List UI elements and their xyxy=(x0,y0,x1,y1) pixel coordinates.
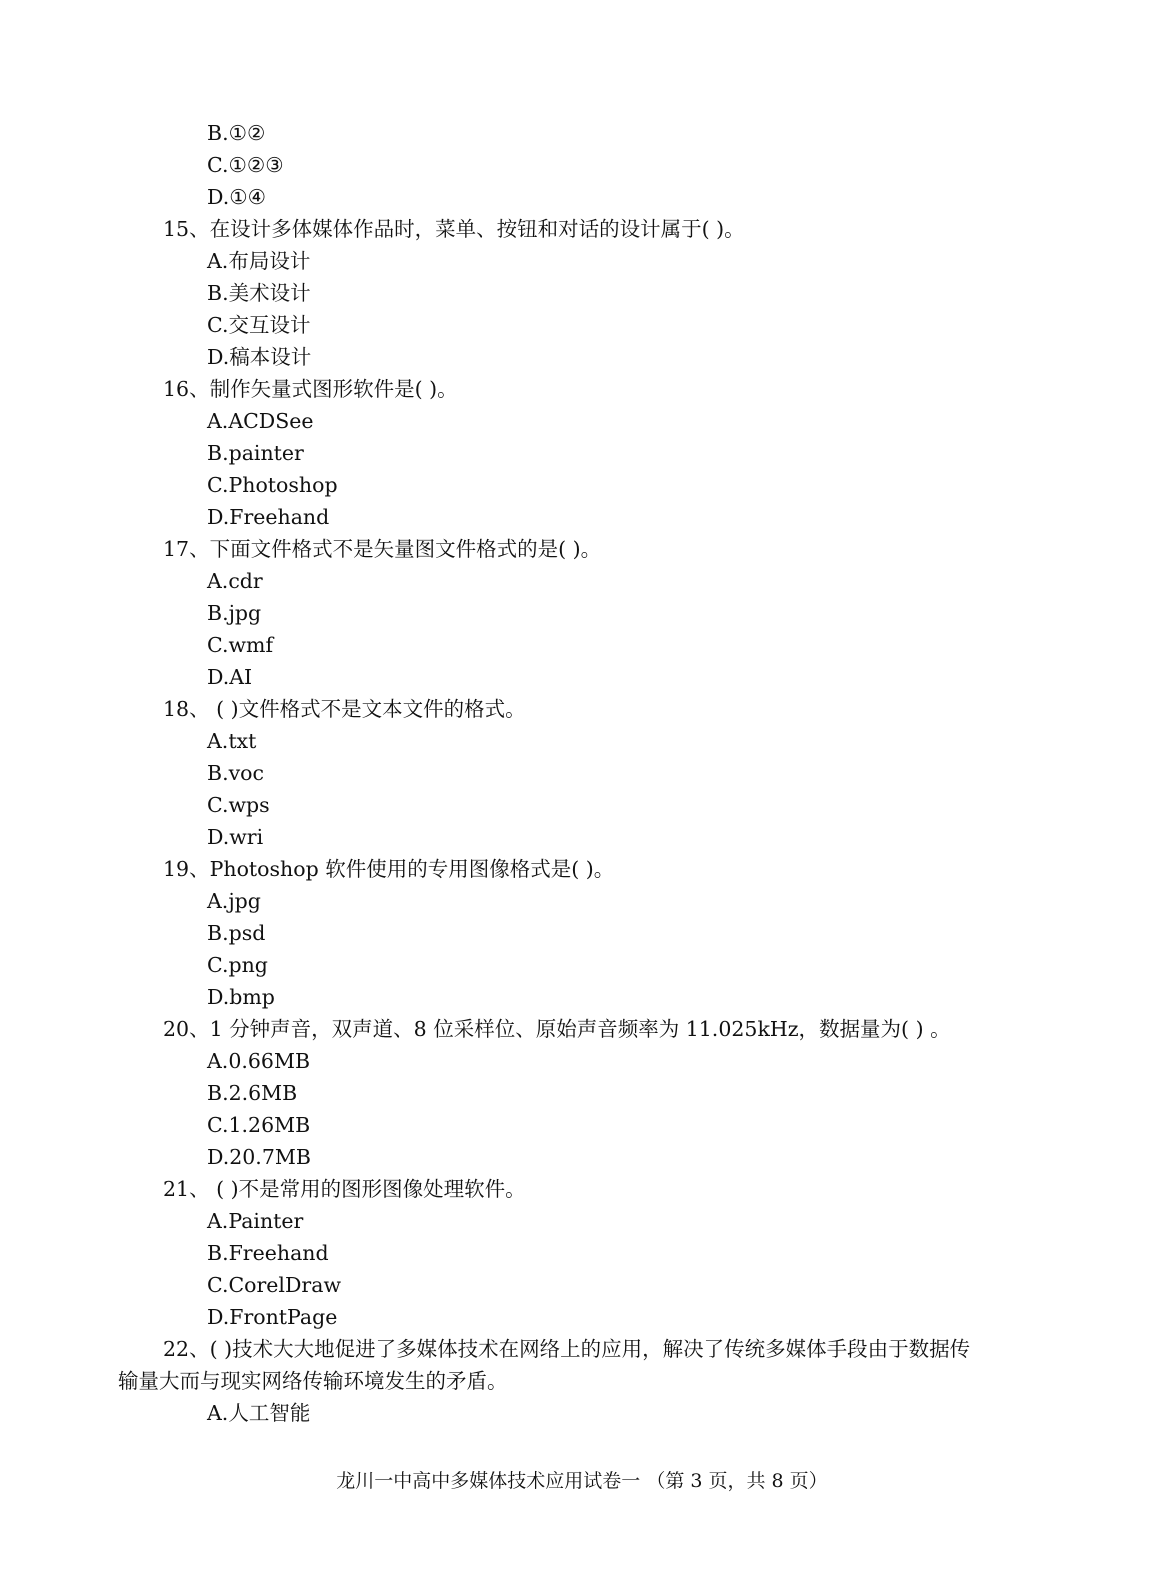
q20-option-a: A.0.66MB xyxy=(207,1049,311,1073)
question-22-continued: 输量大而与现实网络传输环境发生的矛盾。 xyxy=(118,1369,508,1393)
q15-option-a: A.布局设计 xyxy=(207,249,311,273)
q17-option-d: D.AI xyxy=(207,665,253,689)
question-15: 15、在设计多体媒体作品时，菜单、按钮和对话的设计属于( )。 xyxy=(163,217,745,241)
question-17: 17、下面文件格式不是矢量图文件格式的是( )。 xyxy=(163,537,602,561)
q21-option-b: B.Freehand xyxy=(207,1241,329,1265)
q17-option-b: B.jpg xyxy=(207,601,262,625)
q14-option-b: B.①② xyxy=(207,121,266,145)
q19-option-c: C.png xyxy=(207,953,268,977)
q14-option-d: D.①④ xyxy=(207,185,266,209)
q15-option-c: C.交互设计 xyxy=(207,313,311,337)
q19-option-d: D.bmp xyxy=(207,985,275,1009)
q20-option-d: D.20.7MB xyxy=(207,1145,311,1169)
q21-option-d: D.FrontPage xyxy=(207,1305,338,1329)
question-16: 16、制作矢量式图形软件是( )。 xyxy=(163,377,458,401)
q15-option-d: D.稿本设计 xyxy=(207,345,312,369)
q17-option-c: C.wmf xyxy=(207,633,274,657)
q16-option-a: A.ACDSee xyxy=(207,409,314,433)
question-20: 20、1 分钟声音，双声道、8 位采样位、原始声音频率为 11.025kHz，数据量为( ) 。 xyxy=(163,1017,951,1041)
q18-option-b: B.voc xyxy=(207,761,264,785)
q15-option-b: B.美术设计 xyxy=(207,281,311,305)
q16-option-b: B.painter xyxy=(207,441,304,465)
q20-option-c: C.1.26MB xyxy=(207,1113,311,1137)
q17-option-a: A.cdr xyxy=(207,569,263,593)
question-22: 22、( )技术大大地促进了多媒体技术在网络上的应用，解决了传统多媒体手段由于数据传 xyxy=(163,1337,971,1361)
q16-option-c: C.Photoshop xyxy=(207,473,338,497)
q19-option-b: B.psd xyxy=(207,921,266,945)
page-footer: 龙川一中高中多媒体技术应用试卷一 （第 3 页，共 8 页） xyxy=(336,1470,828,1492)
q18-option-d: D.wri xyxy=(207,825,264,849)
question-21: 21、 ( )不是常用的图形图像处理软件。 xyxy=(163,1177,526,1201)
q14-option-c: C.①②③ xyxy=(207,153,284,177)
question-18: 18、 ( )文件格式不是文本文件的格式。 xyxy=(163,697,526,721)
q18-option-a: A.txt xyxy=(207,729,257,753)
q22-option-a: A.人工智能 xyxy=(207,1401,311,1425)
q19-option-a: A.jpg xyxy=(207,889,261,913)
q21-option-a: A.Painter xyxy=(207,1209,304,1233)
q20-option-b: B.2.6MB xyxy=(207,1081,298,1105)
q21-option-c: C.CorelDraw xyxy=(207,1273,341,1297)
q18-option-c: C.wps xyxy=(207,793,270,817)
question-19: 19、Photoshop 软件使用的专用图像格式是( )。 xyxy=(163,857,615,881)
q16-option-d: D.Freehand xyxy=(207,505,330,529)
